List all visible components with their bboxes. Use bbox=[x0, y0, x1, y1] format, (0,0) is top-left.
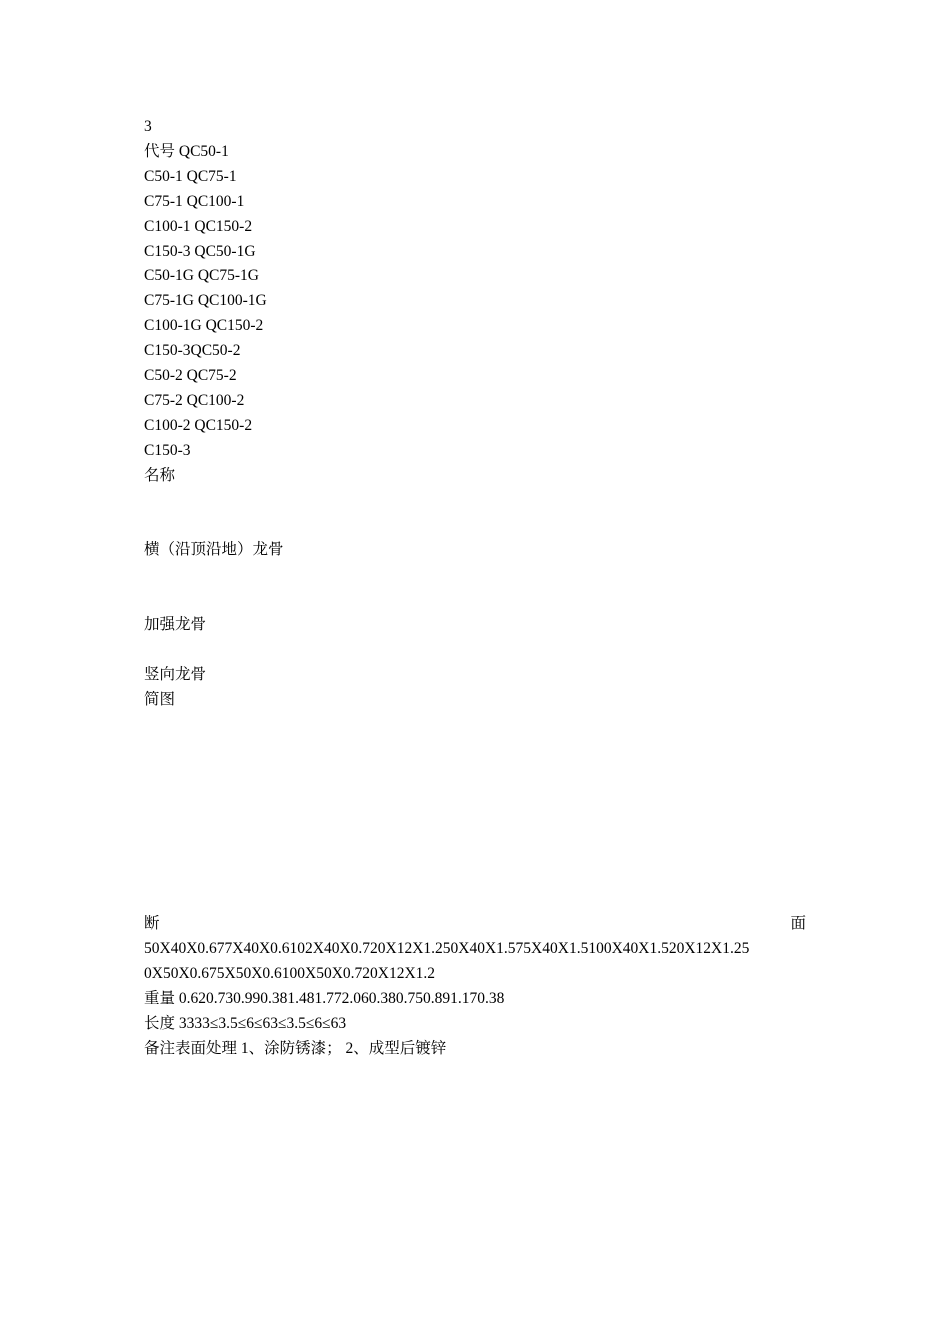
name-reinforced-keel: 加强龙骨 bbox=[144, 616, 207, 633]
code-line: C100-1 QC150-2 bbox=[144, 218, 253, 235]
name-horizontal-keel: 横（沿顶沿地）龙骨 bbox=[144, 541, 284, 558]
code-line: C50-2 QC75-2 bbox=[144, 367, 237, 384]
code-line: C150-3QC50-2 bbox=[144, 342, 241, 359]
weight-line: 重量 0.620.730.990.381.481.772.060.380.750.891.170.38 bbox=[144, 990, 505, 1007]
code-line: C75-1 QC100-1 bbox=[144, 193, 245, 210]
code-line: C75-2 QC100-2 bbox=[144, 392, 245, 409]
code-line: C100-1G QC150-2 bbox=[144, 317, 264, 334]
section-dimensions-line-1: 50X40X0.677X40X0.6102X40X0.720X12X1.250X40X1.575X40X1.5100X40X1.520X12X1.25 bbox=[144, 940, 750, 957]
code-line: C150-3 QC50-1G bbox=[144, 243, 256, 260]
code-label: 代号 QC50-1 bbox=[144, 143, 229, 160]
code-line: C50-1 QC75-1 bbox=[144, 168, 237, 185]
length-line: 长度 3333≤3.5≤6≤63≤3.5≤6≤63 bbox=[144, 1015, 347, 1032]
section-dimensions-line-2: 0X50X0.675X50X0.6100X50X0.720X12X1.2 bbox=[144, 965, 436, 982]
code-line: C50-1G QC75-1G bbox=[144, 267, 259, 284]
diagram-label: 简图 bbox=[144, 691, 176, 708]
section-label-right: 面 bbox=[790, 915, 806, 932]
name-vertical-keel: 竖向龙骨 bbox=[144, 666, 207, 683]
section-heading bbox=[144, 914, 806, 934]
section-label-left: 断 bbox=[144, 915, 160, 932]
remarks-line: 备注表面处理 1、涂防锈漆； 2、成型后镀锌 bbox=[144, 1040, 447, 1057]
code-line: C100-2 QC150-2 bbox=[144, 417, 253, 434]
code-line: C75-1G QC100-1G bbox=[144, 292, 267, 309]
page-number: 3 bbox=[144, 118, 152, 135]
code-line: C150-3 bbox=[144, 442, 191, 459]
name-label: 名称 bbox=[144, 467, 176, 484]
